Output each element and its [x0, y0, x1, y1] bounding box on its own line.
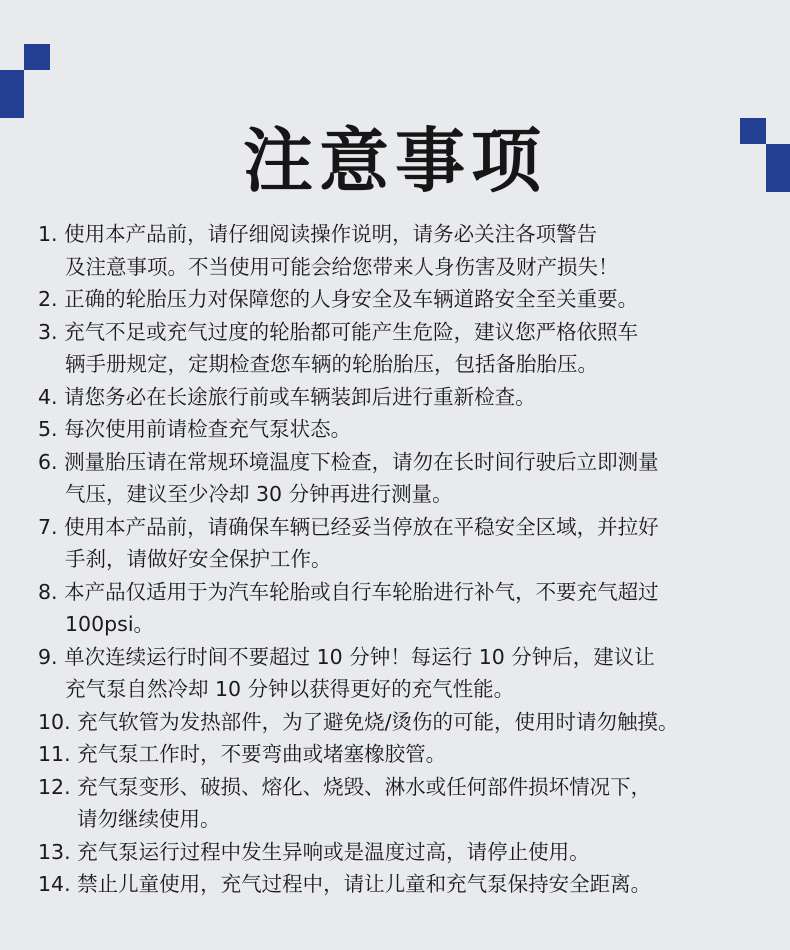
list-item: [38, 316, 778, 381]
note-line: 气压，建议至少冷却 30 分钟再进行测量。: [65, 482, 453, 506]
list-item: [38, 706, 778, 739]
note-line: 8. 本产品仅适用于为汽车轮胎或自行车轮胎进行补气，不要充气超过: [38, 579, 659, 604]
note-line: 充气泵自然冷却 10 分钟以获得更好的充气性能。: [65, 677, 515, 701]
list-item: [38, 738, 778, 771]
list-item: [38, 218, 778, 283]
note-line: 9. 单次连续运行时间不要超过 10 分钟！每运行 10 分钟后，建议让: [38, 644, 655, 669]
decor-square: [0, 70, 24, 118]
list-item: [38, 576, 778, 641]
note-line: 100psi。: [65, 612, 155, 636]
list-item: [38, 771, 778, 836]
list-item: [38, 446, 778, 511]
note-line: 及注意事项。不当使用可能会给您带来人身伤害及财产损失！: [65, 254, 619, 279]
notes-list: [38, 218, 778, 901]
note-line: 1. 使用本产品前，请仔细阅读操作说明，请务必关注各项警告: [38, 222, 598, 246]
note-line: 10. 充气软管为发热部件，为了避免烧/烫伤的可能，使用时请勿触摸。: [38, 709, 679, 734]
list-item: [38, 283, 778, 316]
list-item: [38, 868, 778, 901]
note-line: 12. 充气泵变形、破损、熔化、烧毁、淋水或任何部件损坏情况下，: [38, 774, 652, 799]
decor-square: [24, 44, 50, 70]
note-line: 辆手册规定，定期检查您车辆的轮胎胎压，包括备胎胎压。: [65, 352, 598, 376]
note-line: 14. 禁止儿童使用，充气过程中，请让儿童和充气泵保持安全距离。: [38, 872, 652, 896]
note-line: 4. 请您务必在长途旅行前或车辆装卸后进行重新检查。: [38, 384, 536, 409]
note-line: 手刹，请做好安全保护工作。: [65, 547, 332, 571]
note-line: 11. 充气泵工作时，不要弯曲或堵塞橡胶管。: [38, 742, 447, 766]
note-line: 5. 每次使用前请检查充气泵状态。: [38, 417, 352, 441]
note-line: 3. 充气不足或充气过度的轮胎都可能产生危险，建议您严格依照车: [38, 319, 639, 344]
note-line: 6. 测量胎压请在常规环境温度下检查，请勿在长时间行驶后立即测量: [38, 449, 659, 474]
note-line: 请勿继续使用。: [77, 807, 221, 831]
list-item: [38, 836, 778, 869]
note-line: 7. 使用本产品前，请确保车辆已经妥当停放在平稳安全区域，并拉好: [38, 514, 659, 539]
list-item: [38, 413, 778, 446]
list-item: [38, 511, 778, 576]
note-line: 2. 正确的轮胎压力对保障您的人身安全及车辆道路安全至关重要。: [38, 287, 639, 311]
page-title: 注意事项: [243, 119, 547, 202]
list-item: [38, 381, 778, 414]
list-item: [38, 641, 778, 706]
note-line: 13. 充气泵运行过程中发生异响或是温度过高，请停止使用。: [38, 839, 590, 864]
